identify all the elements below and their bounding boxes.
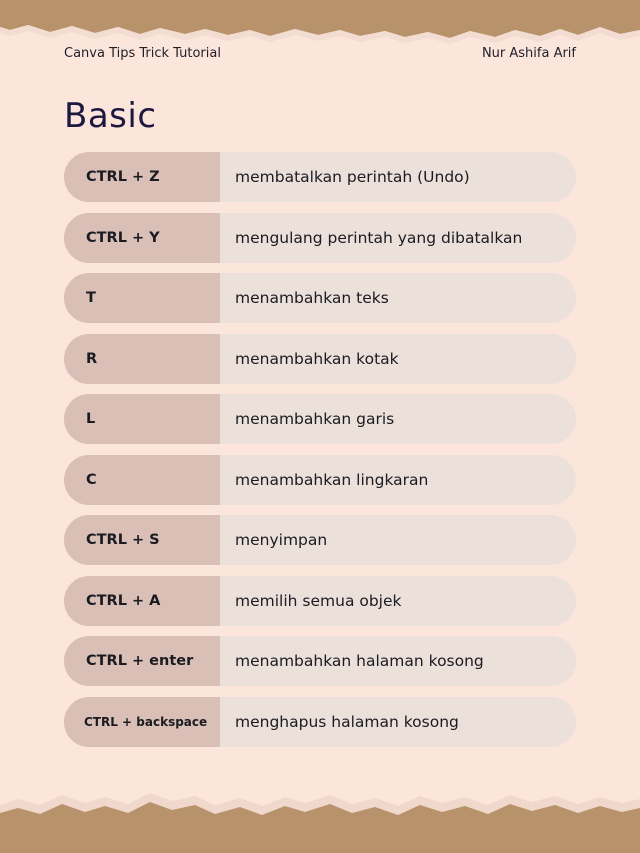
shortcut-description: menyimpan	[235, 531, 328, 549]
shortcut-description: menambahkan kotak	[235, 349, 399, 368]
header-author: Nur Ashifa Arif	[481, 46, 576, 61]
shortcut-key: T	[64, 273, 220, 323]
shortcut-key: CTRL + Z	[64, 152, 220, 202]
shortcut-key: CTRL + enter	[64, 636, 220, 686]
shortcut-description: menghapus halaman kosong	[235, 712, 459, 731]
shortcut-list	[64, 152, 576, 757]
shortcut-key: C	[64, 455, 220, 505]
shortcut-row	[64, 334, 576, 384]
shortcut-description: menambahkan lingkaran	[235, 470, 429, 489]
shortcut-row	[64, 213, 576, 263]
shortcut-key: CTRL + S	[64, 515, 220, 565]
torn-paper-top	[0, 0, 640, 48]
torn-paper-bottom	[0, 783, 640, 853]
shortcut-description: menambahkan teks	[235, 289, 389, 307]
shortcut-description: memilih semua objek	[235, 591, 402, 610]
shortcut-key: CTRL + A	[64, 576, 220, 626]
shortcut-key: L	[64, 394, 220, 444]
shortcut-description: menambahkan halaman kosong	[235, 652, 484, 670]
shortcut-row	[64, 455, 576, 505]
shortcut-description: mengulang perintah yang dibatalkan	[235, 228, 523, 247]
shortcut-row	[64, 273, 576, 323]
shortcut-key: CTRL + Y	[64, 213, 220, 263]
shortcut-description: menambahkan garis	[235, 410, 395, 428]
shortcut-row	[64, 697, 576, 747]
shortcut-row	[64, 636, 576, 686]
shortcut-row	[64, 515, 576, 565]
shortcut-row	[64, 576, 576, 626]
header-series-title: Canva Tips Trick Tutorial	[64, 46, 221, 61]
shortcut-key: R	[64, 334, 220, 384]
shortcut-description: membatalkan perintah (Undo)	[235, 168, 470, 186]
shortcut-row	[64, 394, 576, 444]
page-title: Basic	[64, 96, 157, 136]
shortcut-row	[64, 152, 576, 202]
shortcut-key: CTRL + backspace	[64, 697, 220, 747]
